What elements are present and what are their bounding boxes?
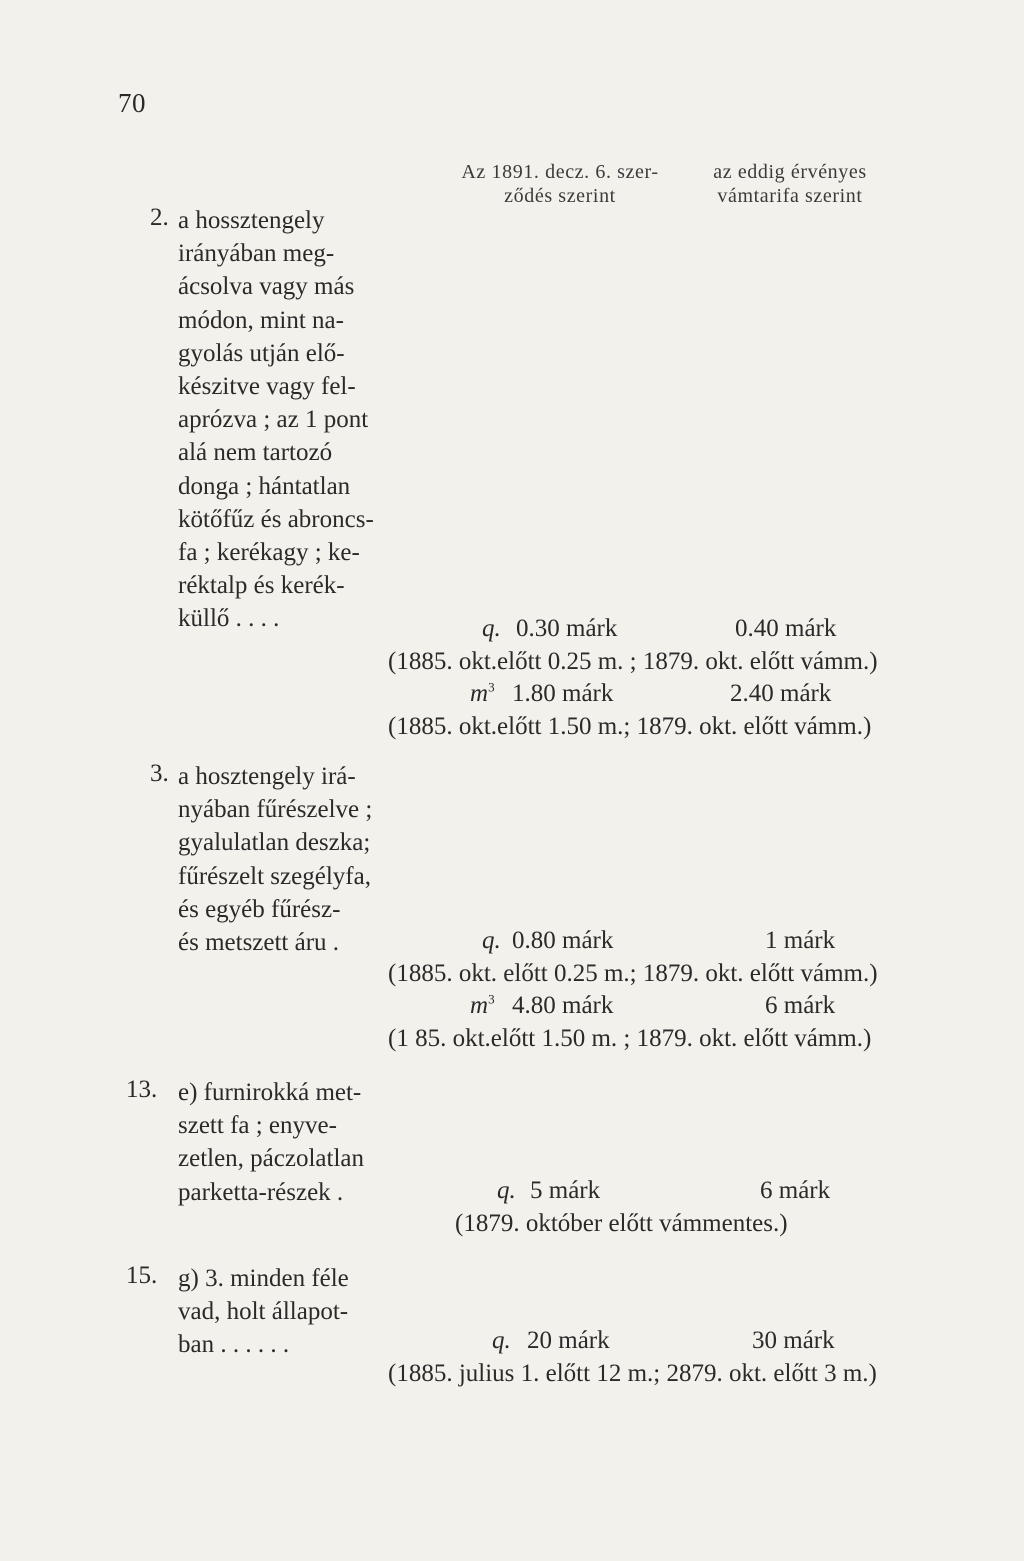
historical-note: (1885. okt.előtt 0.25 m. ; 1879. okt. előtt vámm.) bbox=[388, 648, 878, 675]
rate-1891: 5 márk bbox=[530, 1177, 601, 1204]
item-description: g) 3. minden féle vad, holt állapot- ban . . . . . . bbox=[178, 1265, 349, 1359]
unit-label: q. bbox=[492, 1327, 511, 1354]
item-number: 15. bbox=[126, 1262, 158, 1289]
rate-1891: 1.80 márk bbox=[512, 680, 614, 707]
item-number: 13. bbox=[126, 1076, 158, 1103]
unit-label: q. bbox=[482, 615, 501, 642]
historical-note: (1885. okt.előtt 1.50 m.; 1879. okt. előtt vámm.) bbox=[388, 713, 872, 740]
column-header-previous-line2: vámtarifa szerint bbox=[717, 185, 863, 207]
item-description: a hossztengely irányában meg- ácsolva vagy más módon, mint na- gyolás utján elő- készitve vagy fel- aprózva ; az 1 pont alá nem tartozó donga ; hántatlan kötőfűz és abroncs- fa ; kerékagy ; ke- réktalp és kerék- küllő . . . . bbox=[178, 207, 374, 633]
item-number: 3. bbox=[150, 760, 169, 787]
rate-1891: 20 márk bbox=[527, 1327, 610, 1354]
unit-label: $m^3$ bbox=[470, 991, 495, 1019]
column-header-previous bbox=[680, 160, 900, 208]
rate-previous: 6 márk bbox=[760, 1177, 831, 1204]
historical-note: (1885. okt. előtt 0.25 m.; 1879. okt. előtt vámm.) bbox=[388, 960, 878, 987]
rate-1891: 0.30 márk bbox=[516, 615, 618, 642]
column-header-1891-line1: Az 1891. decz. 6. szer- bbox=[461, 161, 659, 183]
page-number: 70 bbox=[118, 88, 146, 118]
column-header-1891 bbox=[420, 160, 700, 208]
item-description: e) furnirokká met- szett fa ; enyve- zetlen, páczolatlan parketta-részek . bbox=[178, 1079, 364, 1206]
rate-previous: 2.40 márk bbox=[730, 680, 832, 707]
unit-label: $m^3$ bbox=[470, 679, 495, 707]
rate-previous: 6 márk bbox=[765, 992, 836, 1019]
item-description: a hosztengely irá- nyában fűrészelve ; gyalulatlan deszka; fűrészelt szegélyfa, és egyéb fűrész- és metszett áru . bbox=[178, 763, 373, 957]
historical-note: (1 85. okt.előtt 1.50 m. ; 1879. okt. előtt vámm.) bbox=[388, 1025, 872, 1052]
column-header-previous-line1: az eddig érvényes bbox=[713, 161, 867, 183]
historical-note: (1885. julius 1. előtt 12 m.; 2879. okt. előtt 3 m.) bbox=[388, 1360, 877, 1387]
rate-1891: 4.80 márk bbox=[512, 992, 614, 1019]
unit-label: q. bbox=[497, 1177, 516, 1204]
rate-previous: 0.40 márk bbox=[735, 615, 837, 642]
historical-note: (1879. október előtt vámmentes.) bbox=[455, 1210, 788, 1237]
rate-previous: 30 márk bbox=[752, 1327, 835, 1354]
item-number: 2. bbox=[150, 204, 169, 231]
rate-1891: 0.80 márk bbox=[512, 927, 614, 954]
rate-previous: 1 márk bbox=[765, 927, 836, 954]
unit-label: q. bbox=[482, 927, 501, 954]
column-header-1891-line2: ződés szerint bbox=[504, 185, 616, 207]
